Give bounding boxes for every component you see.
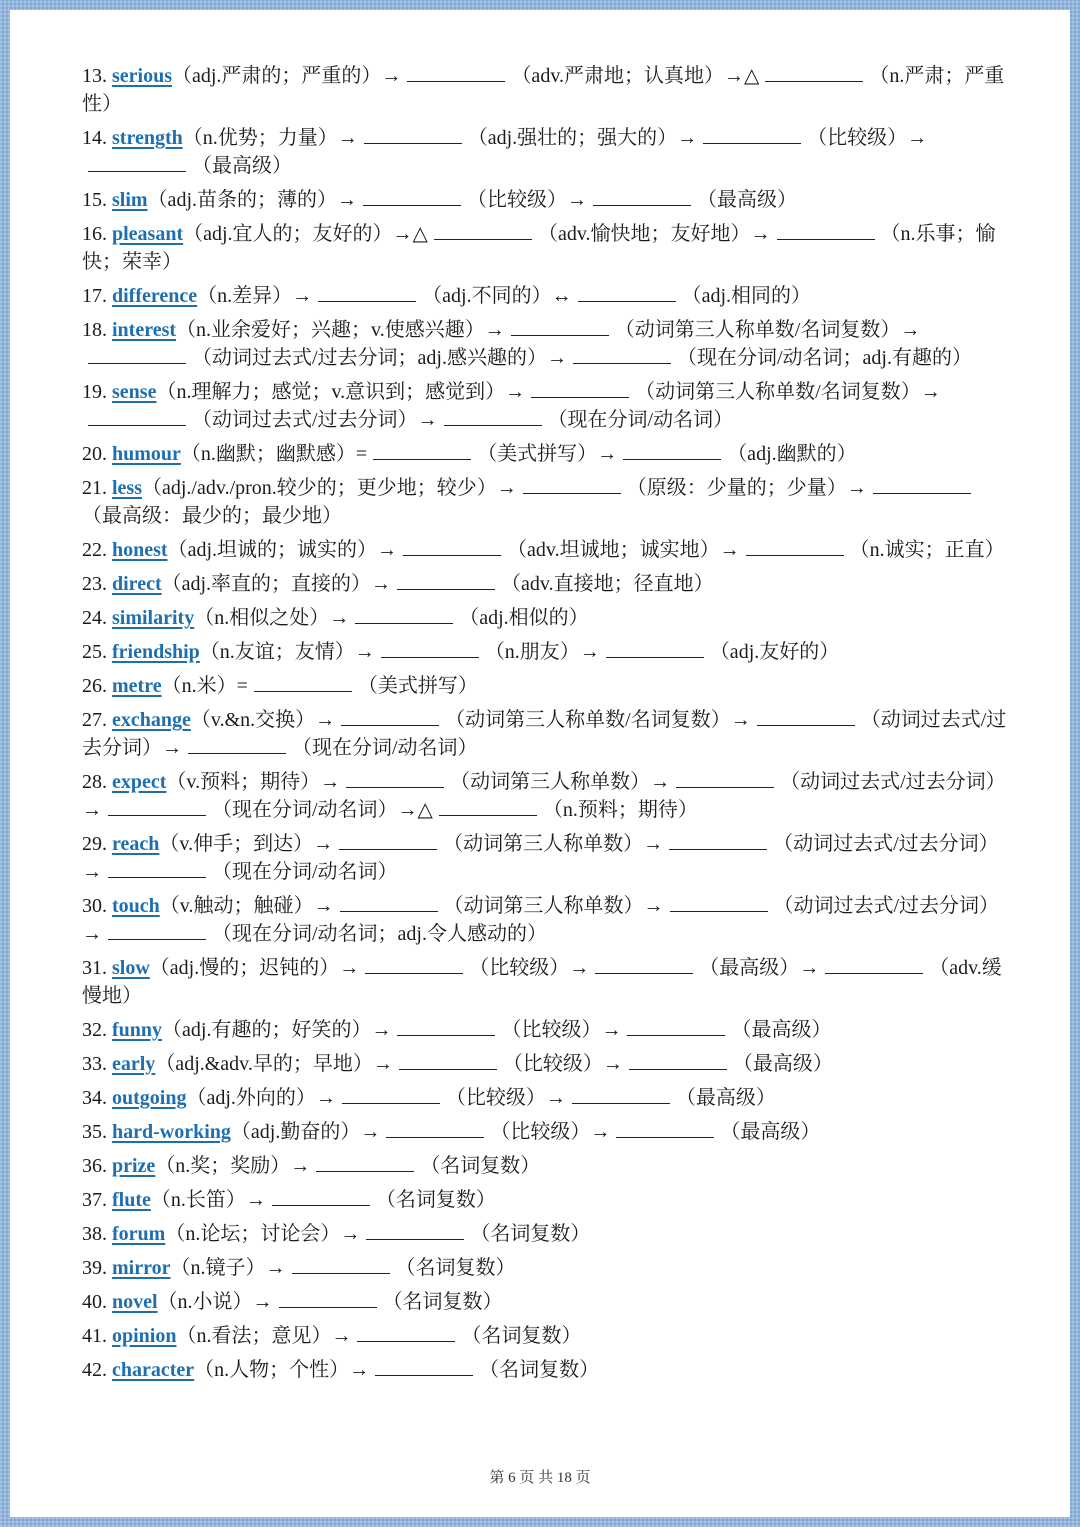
entry-hint: （动词过去式/过去分词；adj.感兴趣的）→ (192, 347, 567, 369)
vocab-entry (82, 1288, 1012, 1316)
entry-hint: （最高级） (192, 155, 292, 177)
vocab-entry (82, 706, 1012, 762)
answer-blank[interactable] (341, 707, 439, 726)
entry-hint: （最高级：最少的；最少地） (82, 505, 342, 527)
vocab-entry (82, 1118, 1012, 1146)
answer-blank[interactable] (346, 769, 444, 788)
entry-hint: （最高级） (731, 1019, 832, 1041)
answer-blank[interactable] (381, 639, 479, 658)
keyword: sense (112, 381, 157, 403)
vocab-entry (82, 1084, 1012, 1112)
entry-hint: （n.幽默；幽默感）= (180, 443, 368, 465)
keyword: slow (112, 957, 150, 979)
entry-hint: （n.朋友）→ (484, 641, 600, 663)
vocab-entry (82, 1050, 1012, 1078)
answer-blank[interactable] (272, 1187, 370, 1206)
entry-hint: （最高级） (697, 189, 797, 211)
entry-hint: （动词过去式/过去分词）→ (82, 771, 1006, 821)
answer-blank[interactable] (439, 797, 537, 816)
entry-number: 32. (82, 1019, 107, 1041)
entry-hint: （adj.&adv.早的；早地）→ (155, 1053, 393, 1075)
answer-blank[interactable] (339, 831, 437, 850)
vocab-entry (82, 1186, 1012, 1214)
keyword: expect (112, 771, 167, 793)
entry-hint: （现在分词/动名词）→△ (212, 799, 433, 821)
entry-hint: （现在分词/动名词） (212, 861, 398, 883)
entry-hint: （adv.缓慢地） (82, 957, 1002, 1007)
keyword: honest (112, 539, 168, 561)
entry-hint: （名词复数） (375, 1189, 496, 1211)
answer-blank[interactable] (397, 1017, 495, 1036)
entry-hint: （比较级）→ (490, 1121, 611, 1143)
vocab-entry (82, 1220, 1012, 1248)
vocab-entry (82, 62, 1012, 118)
answer-blank[interactable] (366, 1221, 464, 1240)
vocabulary-list (82, 62, 1012, 1390)
answer-blank[interactable] (403, 537, 501, 556)
answer-blank[interactable] (873, 475, 971, 494)
entry-hint: （n.论坛；讨论会）→ (165, 1223, 361, 1245)
entry-hint: （v.预料；期待）→ (166, 771, 341, 793)
entry-hint: （动词第三人称单数）→ (443, 833, 664, 855)
answer-blank[interactable] (397, 571, 495, 590)
entry-hint: （最高级） (720, 1121, 821, 1143)
entry-number: 30. (82, 895, 107, 917)
answer-blank[interactable] (188, 735, 286, 754)
answer-blank[interactable] (572, 1085, 670, 1104)
entry-hint: （n.严肃；严重性） (82, 65, 1005, 115)
entry-hint: （adj.幽默的） (727, 443, 857, 465)
entry-hint: （adj.率直的；直接的）→ (161, 573, 392, 595)
entry-number: 33. (82, 1053, 107, 1075)
entry-hint: （原级：少量的；少量）→ (626, 477, 867, 499)
entry-hint: （n.预料；期待） (542, 799, 698, 821)
keyword: prize (112, 1155, 156, 1177)
entry-number: 17. (82, 285, 107, 307)
entry-hint: （n.奖；奖励）→ (155, 1155, 311, 1177)
keyword: strength (112, 127, 183, 149)
entry-number: 27. (82, 709, 107, 731)
entry-hint: （adj.勤奋的）→ (230, 1121, 381, 1143)
entry-hint: （adj.严肃的；严重的）→ (172, 65, 402, 87)
answer-blank[interactable] (777, 221, 875, 240)
entry-hint: （adj.外向的）→ (186, 1087, 336, 1109)
answer-blank[interactable] (399, 1051, 497, 1070)
keyword: character (112, 1359, 195, 1381)
entry-number: 39. (82, 1257, 107, 1279)
answer-blank[interactable] (627, 1017, 725, 1036)
entry-hint: （动词第三人称单数）→ (443, 895, 664, 917)
entry-hint: （n.米）= (161, 675, 248, 697)
vocab-entry (82, 672, 1012, 700)
keyword: outgoing (112, 1087, 187, 1109)
vocab-entry (82, 124, 1012, 180)
entry-hint: （n.镜子）→ (170, 1257, 286, 1279)
keyword: hard-working (112, 1121, 231, 1143)
answer-blank[interactable] (746, 537, 844, 556)
answer-blank[interactable] (340, 893, 438, 912)
entry-number: 20. (82, 443, 107, 465)
answer-blank[interactable] (669, 831, 767, 850)
vocab-entry (82, 638, 1012, 666)
answer-blank[interactable] (363, 187, 461, 206)
entry-number: 26. (82, 675, 107, 697)
entry-number: 37. (82, 1189, 107, 1211)
entry-hint: （名词复数） (470, 1223, 591, 1245)
entry-hint: （adv.坦诚地；诚实地）→ (507, 539, 740, 561)
keyword: funny (112, 1019, 163, 1041)
vocab-entry (82, 604, 1012, 632)
keyword: humour (112, 443, 181, 465)
entry-number: 14. (82, 127, 107, 149)
answer-blank[interactable] (593, 187, 691, 206)
page-footer: 第 6 页 共 18 页 (489, 1470, 591, 1486)
entry-hint: （现在分词/动名词；adj.有趣的） (677, 347, 972, 369)
vocab-entry (82, 1322, 1012, 1350)
answer-blank[interactable] (676, 769, 774, 788)
answer-blank[interactable] (108, 797, 206, 816)
keyword: flute (112, 1189, 151, 1211)
answer-blank[interactable] (703, 125, 801, 144)
entry-number: 23. (82, 573, 107, 595)
entry-hint: （动词第三人称单数/名词复数）→ (614, 319, 921, 341)
entry-hint: （最高级） (732, 1053, 833, 1075)
vocab-entry (82, 830, 1012, 886)
entry-hint: （名词复数） (479, 1359, 600, 1381)
vocab-entry (82, 954, 1012, 1010)
answer-blank[interactable] (254, 673, 352, 692)
answer-blank[interactable] (670, 893, 768, 912)
entry-number: 18. (82, 319, 107, 341)
entry-number: 21. (82, 477, 107, 499)
entry-hint: （n.人物；个性）→ (194, 1359, 370, 1381)
answer-blank[interactable] (511, 317, 609, 336)
answer-blank[interactable] (434, 221, 532, 240)
keyword: opinion (112, 1325, 177, 1347)
entry-number: 31. (82, 957, 107, 979)
answer-blank[interactable] (373, 441, 471, 460)
entry-hint: （动词第三人称单数/名词复数）→ (445, 709, 751, 731)
entry-hint: （最高级）→ (699, 957, 820, 979)
entry-hint: （v.触动；触碰）→ (159, 895, 334, 917)
vocab-entry (82, 768, 1012, 824)
keyword: slim (112, 189, 148, 211)
entry-hint: （v.伸手；到达）→ (159, 833, 334, 855)
answer-blank[interactable] (108, 921, 206, 940)
entry-hint: （比较级）→ (469, 957, 590, 979)
answer-blank[interactable] (825, 955, 923, 974)
keyword: touch (112, 895, 160, 917)
entry-number: 41. (82, 1325, 107, 1347)
entry-hint: （adj.慢的；迟钝的）→ (149, 957, 360, 979)
answer-blank[interactable] (88, 345, 186, 364)
answer-blank[interactable] (523, 475, 621, 494)
entry-hint: （adv.愉快地；友好地）→ (537, 223, 771, 245)
entry-hint: （名词复数） (461, 1325, 582, 1347)
entry-hint: （n.看法；意见）→ (176, 1325, 352, 1347)
keyword: early (112, 1053, 156, 1075)
entry-number: 24. (82, 607, 107, 629)
entry-hint: （adj.不同的）↔ (422, 285, 572, 307)
entry-hint: （现在分词/动名词；adj.令人感动的） (212, 923, 547, 945)
entry-hint: （n.诚实；正直） (849, 539, 1005, 561)
entry-number: 16. (82, 223, 107, 245)
entry-hint: （adj.相同的） (681, 285, 812, 307)
entry-hint: （动词第三人称单数/名词复数）→ (635, 381, 941, 403)
keyword: metre (112, 675, 162, 697)
document-page (10, 10, 1070, 1517)
vocab-entry (82, 1254, 1012, 1282)
entry-hint: （现在分词/动名词） (547, 409, 734, 431)
answer-blank[interactable] (375, 1357, 473, 1376)
entry-hint: （比较级）→ (445, 1087, 566, 1109)
entry-hint: （动词过去式/过去分词）→ (82, 709, 1007, 759)
answer-blank[interactable] (531, 379, 629, 398)
answer-blank[interactable] (88, 407, 186, 426)
entry-hint: （n.长笛）→ (150, 1189, 266, 1211)
entry-hint: （adj.宜人的；友好的）→△ (183, 223, 428, 245)
keyword: less (112, 477, 142, 499)
entry-number: 42. (82, 1359, 107, 1381)
entry-hint: （adj.坦诚的；诚实的）→ (167, 539, 398, 561)
entry-hint: （adj./adv./pron.较少的；更少地；较少）→ (142, 477, 517, 499)
entry-hint: （比较级）→ (501, 1019, 622, 1041)
vocab-entry (82, 1356, 1012, 1384)
answer-blank[interactable] (407, 63, 505, 82)
entry-number: 25. (82, 641, 107, 663)
answer-blank[interactable] (765, 63, 863, 82)
entry-hint: （n.优势；力量）→ (182, 127, 358, 149)
keyword: exchange (112, 709, 191, 731)
vocab-entry (82, 316, 1012, 372)
entry-hint: （名词复数） (395, 1257, 516, 1279)
entry-hint: （动词过去式/过去分词）→ (82, 833, 999, 883)
vocab-entry (82, 220, 1012, 276)
keyword: novel (112, 1291, 158, 1313)
entry-hint: （adj.相似的） (459, 607, 589, 629)
entry-hint: （名词复数） (382, 1291, 503, 1313)
keyword: reach (112, 833, 160, 855)
entry-hint: （adj.友好的） (709, 641, 840, 663)
vocab-entry (82, 536, 1012, 564)
entry-hint: （adv.严肃地；认真地）→△ (511, 65, 760, 87)
entry-hint: （比较级）→ (502, 1053, 623, 1075)
entry-hint: （n.乐事；愉快；荣幸） (82, 223, 996, 273)
vocab-entry (82, 1016, 1012, 1044)
keyword: pleasant (112, 223, 184, 245)
entry-hint: （名词复数） (420, 1155, 541, 1177)
vocab-entry (82, 892, 1012, 948)
entry-hint: （n.相似之处）→ (194, 607, 350, 629)
entry-hint: （n.理解力；感觉；v.意识到；感觉到）→ (156, 381, 526, 403)
entry-hint: （现在分词/动名词） (292, 737, 478, 759)
entry-number: 29. (82, 833, 107, 855)
entry-hint: （美式拼写） (357, 675, 478, 697)
entry-number: 13. (82, 65, 107, 87)
answer-blank[interactable] (279, 1289, 377, 1308)
answer-blank[interactable] (578, 283, 676, 302)
keyword: friendship (112, 641, 200, 663)
keyword: serious (112, 65, 172, 87)
entry-hint: （最高级） (675, 1087, 776, 1109)
entry-hint: （n.友谊；友情）→ (199, 641, 375, 663)
answer-blank[interactable] (316, 1153, 414, 1172)
answer-blank[interactable] (616, 1119, 714, 1138)
entry-number: 38. (82, 1223, 107, 1245)
entry-hint: （adv.直接地；径直地） (501, 573, 714, 595)
answer-blank[interactable] (364, 125, 462, 144)
entry-hint: （n.差异）→ (197, 285, 313, 307)
answer-blank[interactable] (386, 1119, 484, 1138)
entry-hint: （美式拼写）→ (477, 443, 618, 465)
answer-blank[interactable] (365, 955, 463, 974)
keyword: difference (112, 285, 198, 307)
entry-hint: （n.业余爱好；兴趣；v.使感兴趣）→ (176, 319, 505, 341)
entry-hint: （adj.苗条的；薄的）→ (147, 189, 357, 211)
entry-number: 35. (82, 1121, 107, 1143)
entry-hint: （adj.有趣的；好笑的）→ (162, 1019, 392, 1041)
answer-blank[interactable] (757, 707, 855, 726)
answer-blank[interactable] (357, 1323, 455, 1342)
keyword: direct (112, 573, 162, 595)
entry-number: 36. (82, 1155, 107, 1177)
answer-blank[interactable] (318, 283, 416, 302)
vocab-entry (82, 570, 1012, 598)
entry-number: 34. (82, 1087, 107, 1109)
keyword: mirror (112, 1257, 171, 1279)
entry-number: 22. (82, 539, 107, 561)
answer-blank[interactable] (355, 605, 453, 624)
answer-blank[interactable] (292, 1255, 390, 1274)
entry-hint: （比较级）→ (807, 127, 928, 149)
entry-number: 40. (82, 1291, 107, 1313)
answer-blank[interactable] (108, 859, 206, 878)
keyword: forum (112, 1223, 166, 1245)
entry-hint: （动词过去式/过去分词）→ (82, 895, 1000, 945)
keyword: similarity (112, 607, 195, 629)
entry-number: 28. (82, 771, 107, 793)
entry-hint: （v.&n.交换）→ (190, 709, 336, 731)
vocab-entry (82, 282, 1012, 310)
vocab-entry (82, 1152, 1012, 1180)
entry-hint: （n.小说）→ (157, 1291, 273, 1313)
vocab-entry (82, 440, 1012, 468)
vocab-entry (82, 474, 1012, 530)
answer-blank[interactable] (444, 407, 542, 426)
answer-blank[interactable] (606, 639, 704, 658)
keyword: interest (112, 319, 177, 341)
answer-blank[interactable] (595, 955, 693, 974)
entry-hint: （动词过去式/过去分词）→ (192, 409, 438, 431)
answer-blank[interactable] (573, 345, 671, 364)
entry-number: 19. (82, 381, 107, 403)
vocab-entry (82, 378, 1012, 434)
entry-number: 15. (82, 189, 107, 211)
answer-blank[interactable] (629, 1051, 727, 1070)
answer-blank[interactable] (88, 153, 186, 172)
entry-hint: （比较级）→ (467, 189, 587, 211)
vocab-entry (82, 186, 1012, 214)
answer-blank[interactable] (342, 1085, 440, 1104)
entry-hint: （adj.强壮的；强大的）→ (467, 127, 698, 149)
entry-hint: （动词第三人称单数）→ (450, 771, 671, 793)
answer-blank[interactable] (623, 441, 721, 460)
